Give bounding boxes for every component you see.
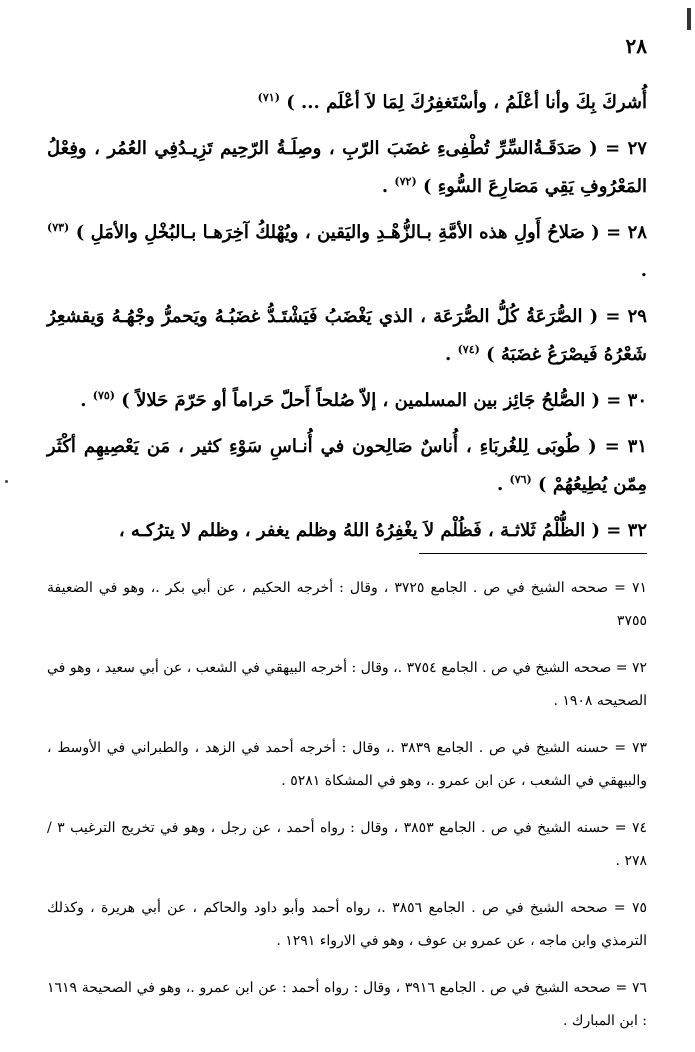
hadith-number: ٣١ = bbox=[604, 436, 647, 457]
footnote-item: ٧٣ = حسنه الشيخ في ص . الجامع ٣٨٣٩ .، وقال : أخرجه أحمد في الزهد ، والطبراني في الأوسط ، والبيهقي في الشعب ، عن ابن عمرو .، وهو في المشكاة ٥٢٨١ . bbox=[47, 740, 647, 789]
hadith-list bbox=[47, 84, 647, 558]
hadith-text: أُشركَ بِكَ وأنا أعْلَمُ ، وأسْتَغفِرُكَ لِمَا لاَ أعْلَم ... ) bbox=[286, 92, 647, 113]
footnote-item: ٧٢ = صححه الشيخ في ص . الجامع ٣٧٥٤ .، وقال : أخرجه البيهقي في الشعب ، عن أبي سعيد ، وهو في الصحيحه ١٩٠٨ . bbox=[47, 660, 647, 709]
footnotes bbox=[47, 572, 647, 1052]
hadith-number: ٣٠ = bbox=[606, 390, 647, 411]
hadith-number: ٢٨ = bbox=[606, 222, 647, 243]
hadith-item bbox=[47, 512, 647, 550]
hadith-item: ٢٩ = ( الصُّرَعَةُ كُلُّ الصُّرَعَة ، الذي يَغْضَبُ فَيَشْتَـدُّ غضَبُـهُ ويَحمرُّ وجْهُـهُ وَيقشعِرُ شَعْرُهُ فَيصْرَعُ غضَبَهُ ) $^{(٧٤)}$ . bbox=[47, 306, 647, 365]
footnote-item: ٧١ = صححه الشيخ في ص . الجامع ٣٧٢٥ ، وقال : أخرجه الحكيم ، عن أبي بكر .، وهو في الضعيفة ٣٧٥٥ bbox=[47, 580, 647, 629]
hadith-text: ( الصُّلحُ جَائِز بين المسلمين ، إلاّ صُلحاً أَحلّ حَراماً أو حَرّمَ حَلالاً ) bbox=[121, 390, 601, 411]
page-number: ٢٨ bbox=[625, 34, 647, 58]
footnote-ref: (٧٦) bbox=[509, 473, 532, 486]
hadith-number: ٣٢ = bbox=[606, 520, 647, 541]
hadith-item: ٣٠ = ( الصُّلحُ جَائِز بين المسلمين ، إلاّ صُلحاً أَحلّ حَراماً أو حَرّمَ حَلالاً ) $^{(٧٥)}$ . bbox=[80, 389, 647, 411]
hadith-text: ( الظُّلْمُ ثَلاثـة ، فَظُلْم لاَ يغْفِرُهُ اللهُ وظلم يغفر ، وظلم لا يترُكـه ، bbox=[118, 520, 601, 541]
hadith-item: ٣١ = ( طُوبَى لِلغُربَاءِ ، أُناسٌ صَالِحون في أُنـاسِ سَوْءِ كثير ، مَن يَعْصِيهِم أكْثَر مِمّن يُطِيعُهُمْ ) $^{(٧٦)}$ . bbox=[47, 436, 647, 495]
footnote-ref: (٧٤) bbox=[457, 343, 480, 356]
footnote-item: ٧٦ = صححه الشيخ في ص . الجامع ٣٩١٦ ، وقال : رواه أحمد : عن ابن عمرو .، وهو في الصحيحة ١٦١٩ : ابن المبارك . bbox=[47, 980, 647, 1029]
footnote-ref: (٧٢) bbox=[394, 175, 417, 188]
footnote-ref: (٧١) bbox=[257, 91, 280, 104]
hadith-text: ( صَلاحُ أَولِ هذه الأمَّةِ بـالزُّهْـدِ واليَقين ، ويُهْلكُ آخِرَهـا بـالبُخْلِ والأمَلِ ) bbox=[75, 222, 600, 243]
hadith-item bbox=[47, 84, 647, 122]
hadith-number: ٢٧ = bbox=[605, 138, 647, 159]
scan-dot bbox=[5, 480, 8, 483]
hadith-text: ( صَدَقَـةُالسِّرِّ تُطْفِىءِ غضَبَ الرّبِ ، وصِلَـةُ الرّحِيم تَزِيـدُفِي العُمُر ، وفِعْلُ المَعْرُوفِ يَقِي مَصَارِعَ السُّوءِ ) bbox=[47, 138, 647, 197]
footnote-ref: (٧٥) bbox=[92, 389, 116, 402]
scan-mark bbox=[687, 8, 691, 30]
footnote-item: ٧٤ = حسنه الشيخ في ص . الجامع ٣٨٥٣ ، وقال : رواه أحمد ، عن رجل ، وهو في تخريج الترغيب ٣ / ٢٧٨ . bbox=[47, 820, 648, 869]
hadith-item: ٢٨ = ( صَلاحُ أَولِ هذه الأمَّةِ بـالزُّهْـدِ واليَقين ، ويُهْلكُ آخِرَهـا بـالبُخْلِ والأمَلِ ) $^{(٧٣)}$ . bbox=[47, 221, 647, 281]
hadith-text: ( الصُّرَعَةُ كُلُّ الصُّرَعَة ، الذي يَغْضَبُ فَيَشْتَـدُّ غضَبُـهُ ويَحمرُّ وجْهُـهُ وَيقشعِرُ شَعْرُهُ فَيصْرَعُ غضَبَهُ ) bbox=[47, 306, 647, 365]
hadith-text: ( طُوبَى لِلغُربَاءِ ، أُناسٌ صَالِحون في أُنـاسِ سَوْءِ كثير ، مَن يَعْصِيهِم أكْثَر مِمّن يُطِيعُهُمْ ) bbox=[47, 436, 647, 495]
footnote-separator bbox=[419, 553, 647, 554]
hadith-item: ٢٧ = ( صَدَقَـةُالسِّرِّ تُطْفِىءِ غضَبَ الرّبِ ، وصِلَـةُ الرّحِيم تَزِيـدُفِي العُمُر ، وفِعْلُ المَعْرُوفِ يَقِي مَصَارِعَ السُّوءِ ) $^{(٧٢)}$ . bbox=[47, 138, 647, 197]
footnote-item: ٧٥ = صححه الشيخ في ص . الجامع ٣٨٥٦ .، رواه أحمد وأبو داود والحاكم ، عن أبي هريرة ، وكذلك الترمذي وابن ماجه ، عن عمرو بن عوف ، وهو في الارواء ١٢٩١ . bbox=[47, 900, 648, 949]
hadith-number: ٢٩ = bbox=[605, 306, 647, 327]
footnote-ref: (٧٣) bbox=[47, 221, 70, 234]
